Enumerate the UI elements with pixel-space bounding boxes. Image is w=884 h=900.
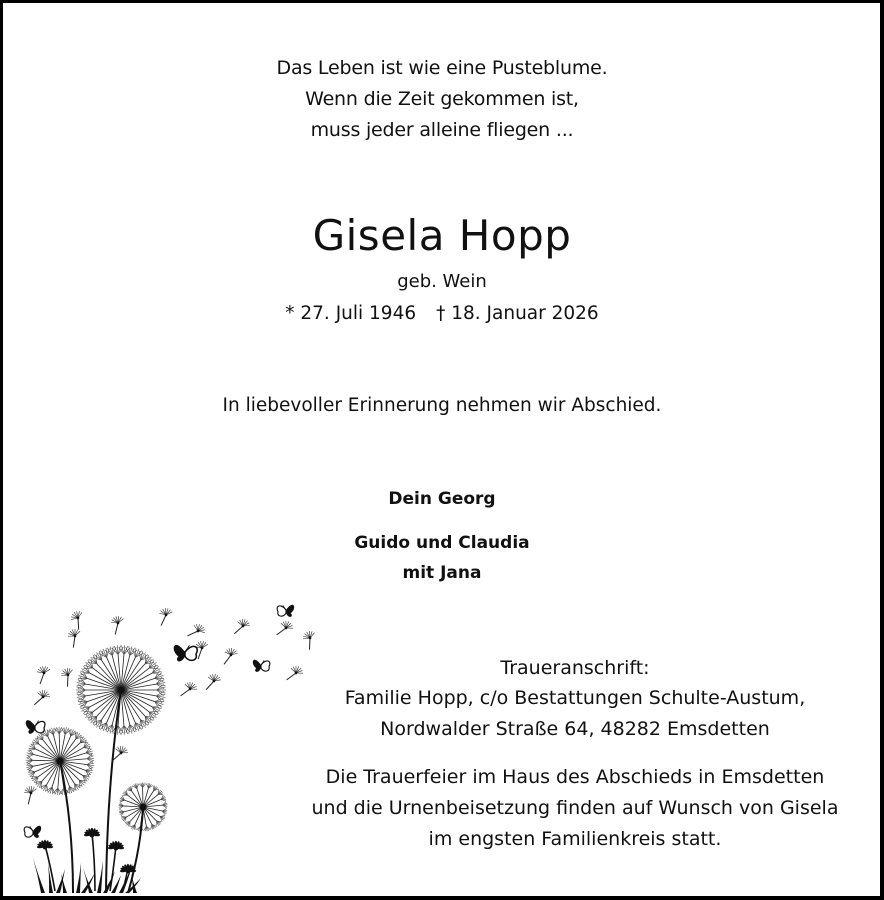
remembrance-text: In liebevoller Erinnerung nehmen wir Abschied. xyxy=(222,395,662,416)
seed-icon xyxy=(34,688,51,708)
seed-icon xyxy=(224,647,239,665)
daisy-icon xyxy=(108,841,124,851)
seed-icon xyxy=(59,666,79,687)
daisy-icon xyxy=(120,864,136,874)
seed-icon xyxy=(110,614,127,634)
mourner-line-1: Dein Georg xyxy=(388,489,496,509)
seed-icon xyxy=(276,619,295,640)
dandelion-head xyxy=(26,727,94,795)
seed-icon xyxy=(187,622,207,643)
seed-icon xyxy=(159,607,174,625)
seed-icon xyxy=(286,664,305,685)
mourner-line-3: mit Jana xyxy=(402,563,482,583)
stem-left xyxy=(60,761,73,893)
seed-icon xyxy=(234,617,251,637)
deceased-name: Gisela Hopp xyxy=(312,211,572,260)
life-dates xyxy=(0,303,884,324)
grass-blade xyxy=(33,858,45,893)
seed-icon xyxy=(301,629,321,650)
butterfly-icon xyxy=(174,645,197,662)
motto-line-1: Das Leben ist wie eine Pusteblume. xyxy=(276,57,608,79)
butterfly-icon xyxy=(253,660,270,672)
seed-icon xyxy=(36,665,52,684)
motto-line-2: Wenn die Zeit gekommen ist, xyxy=(305,88,579,110)
stem-small xyxy=(128,807,143,893)
birth-date: * 27. Juli 1946 xyxy=(285,303,417,324)
grass-blade xyxy=(97,861,103,893)
flower-stem-3 xyxy=(110,846,116,891)
address-line-1: Familie Hopp, c/o Bestattungen Schulte-Austum, xyxy=(344,687,806,709)
address-heading: Traueranschrift: xyxy=(500,657,650,679)
seed-icon xyxy=(180,680,199,701)
ceremony-line-3: im engsten Familienkreis statt. xyxy=(428,828,722,850)
seed-icon xyxy=(69,609,89,630)
butterfly-icon xyxy=(26,720,45,734)
seed-icon xyxy=(66,627,85,648)
small-flowers xyxy=(37,828,136,874)
dandelion-head xyxy=(118,782,167,831)
flying-seeds xyxy=(23,607,321,804)
mourner-line-2: Guido und Claudia xyxy=(354,533,530,553)
ceremony-line-2: und die Urnenbeisetzung finden auf Wunsch von Gisela xyxy=(311,797,839,819)
dandelion-heads xyxy=(26,645,168,831)
seed-icon xyxy=(23,784,40,804)
daisy-icon xyxy=(37,840,53,850)
butterfly-icon xyxy=(24,826,41,838)
butterflies xyxy=(24,605,294,838)
motto-line-3: muss jeder alleine fliegen ... xyxy=(310,119,574,141)
grass-blade xyxy=(76,863,81,893)
butterfly-icon xyxy=(277,605,294,617)
maiden-name: geb. Wein xyxy=(397,271,487,292)
daisy-icon xyxy=(84,828,100,838)
obituary-notice xyxy=(3,3,880,896)
ceremony-line-1: Die Trauerfeier im Haus des Abschieds in Emsdetten xyxy=(325,766,825,788)
death-date: † 18. Januar 2026 xyxy=(436,303,599,324)
dandelion-butterflies-illustration xyxy=(3,593,333,896)
address-line-2: Nordwalder Straße 64, 48282 Emsdetten xyxy=(380,718,770,740)
flower-stem-2 xyxy=(92,833,95,891)
seed-icon xyxy=(206,673,222,692)
